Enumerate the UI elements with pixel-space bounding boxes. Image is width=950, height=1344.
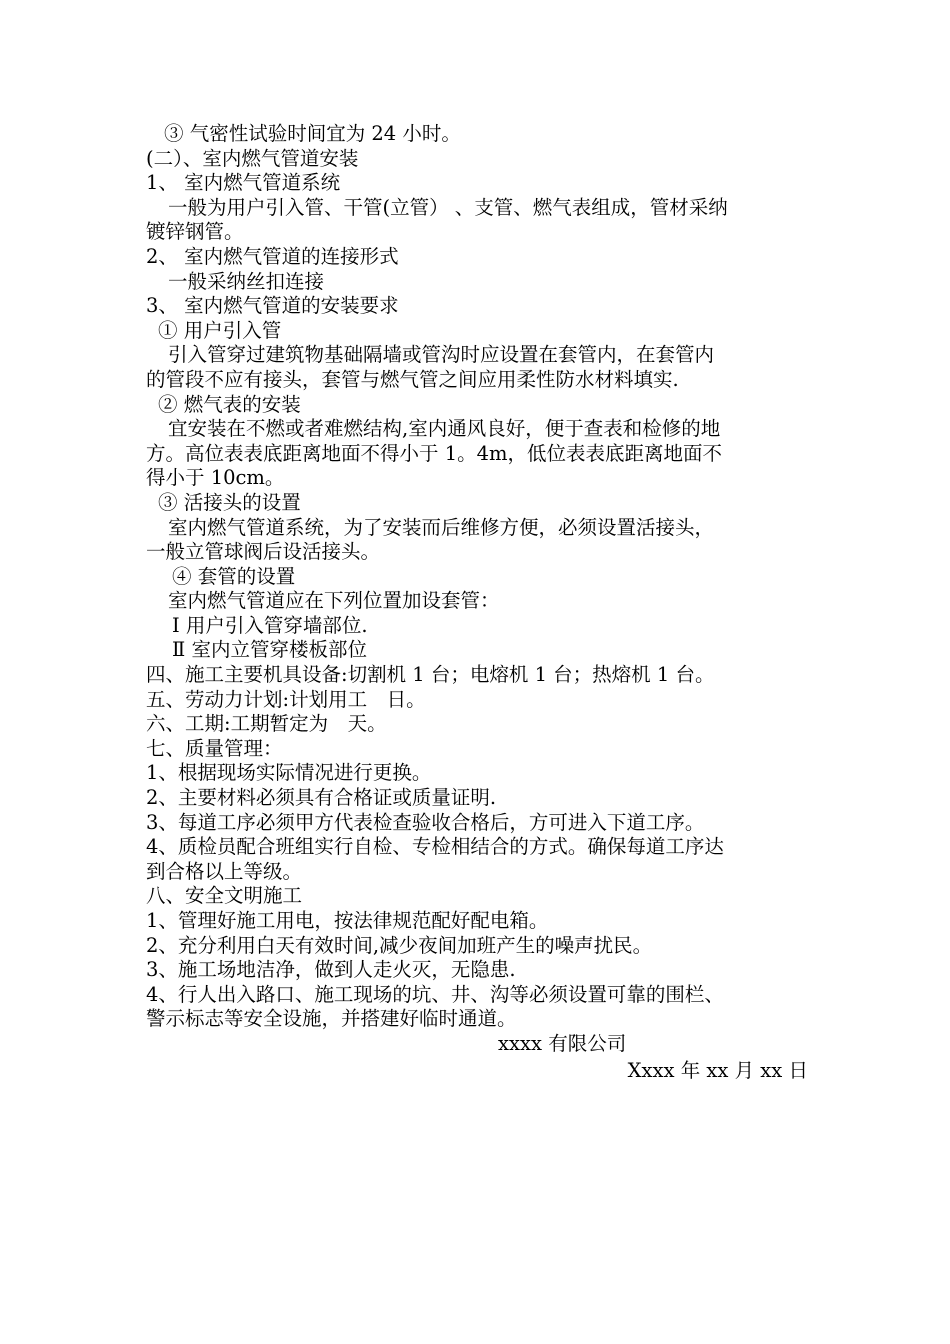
paragraph-line: 一般立管球阀后设活接头。 (146, 540, 381, 564)
subheading-indoor-system: 1、 室内燃气管道系统 (146, 171, 341, 195)
section-heading-quality: 七、质量管理： (146, 736, 283, 760)
list-item: 1、根据现场实际情况进行更换。 (146, 761, 432, 785)
signature-date: Xxxx 年 xx 月 xx 日 (627, 1058, 808, 1082)
list-item: 4、质检员配合班组实行自检、专检相结合的方式。确保每道工序达 (146, 835, 724, 859)
item-heading-sleeve: ④ 套管的设置 (172, 564, 296, 588)
paragraph-line: 一般采纳丝扣连接 (168, 269, 325, 293)
paragraph-line: 得小于 10cm。 (146, 466, 285, 490)
item-heading-meter-install: ② 燃气表的安装 (158, 392, 301, 416)
section-heading-indoor-install: (二）、室内燃气管道安装 (146, 146, 359, 170)
list-item: 1、管理好施工用电，按法律规范配好配电箱。 (146, 909, 549, 932)
paragraph-line: 镀锌钢管。 (146, 220, 244, 244)
list-item: 3、施工场地洁净，做到人走火灭，无隐患. (146, 958, 516, 982)
list-item: 2、充分利用白天有效时间,减少夜间加班产生的噪声扰民。 (146, 933, 653, 957)
list-item: 4、行人出入路口、施工现场的坑、井、沟等必须设置可靠的围栏、 (146, 982, 724, 1006)
section-heading-safety: 八、安全文明施工 (146, 884, 303, 908)
signature-company: xxxx 有限公司 (498, 1031, 627, 1055)
paragraph-line: 方。高位表表底距离地面不得小于 1。4m，低位表表底距离地面不 (146, 441, 723, 465)
subheading-connection-form: 2、 室内燃气管道的连接形式 (146, 244, 399, 268)
section-heading-equipment: 四、施工主要机具设备:切割机 1 台；电熔机 1 台；热熔机 1 台。 (146, 663, 715, 687)
list-item: Ⅱ 室内立管穿楼板部位 (172, 638, 367, 662)
list-item: 3、每道工序必须甲方代表检查验收合格后，方可进入下道工序。 (146, 810, 705, 834)
list-item: 到合格以上等级。 (146, 859, 303, 883)
paragraph-line: 一般为用户引入管、干管(立管） 、支管、燃气表组成，管材采纳 (168, 195, 728, 219)
paragraph-line: 的管段不应有接头，套管与燃气管之间应用柔性防水材料填实. (146, 367, 679, 391)
item-heading-union-joint: ③ 活接头的设置 (158, 490, 301, 514)
list-item: 警示标志等安全设施，并搭建好临时通道。 (146, 1007, 517, 1031)
list-item: 2、主要材料必须具有合格证或质量证明. (146, 786, 497, 810)
subheading-install-requirements: 3、 室内燃气管道的安装要求 (146, 294, 399, 318)
list-item: Ⅰ 用户引入管穿墙部位. (172, 613, 368, 637)
document-body (146, 122, 808, 1083)
paragraph-line: 引入管穿过建筑物基础隔墙或管沟时应设置在套管内，在套管内 (168, 343, 715, 367)
paragraph-line: 宜安装在不燃或者难燃结构,室内通风良好，便于查表和检修的地 (168, 417, 721, 441)
section-heading-labor-plan: 五、劳动力计划:计划用工 日。 (146, 687, 426, 711)
text-line-airtight-test: ③ 气密性试验时间宜为 24 小时。 (164, 122, 461, 145)
section-heading-schedule: 六、工期:工期暂定为 天。 (146, 712, 387, 736)
paragraph-line: 室内燃气管道系统，为了安装而后维修方便，必须设置活接头， (168, 515, 715, 539)
paragraph-line: 室内燃气管道应在下列位置加设套管： (168, 589, 500, 613)
item-heading-inlet-pipe: ① 用户引入管 (158, 318, 282, 342)
